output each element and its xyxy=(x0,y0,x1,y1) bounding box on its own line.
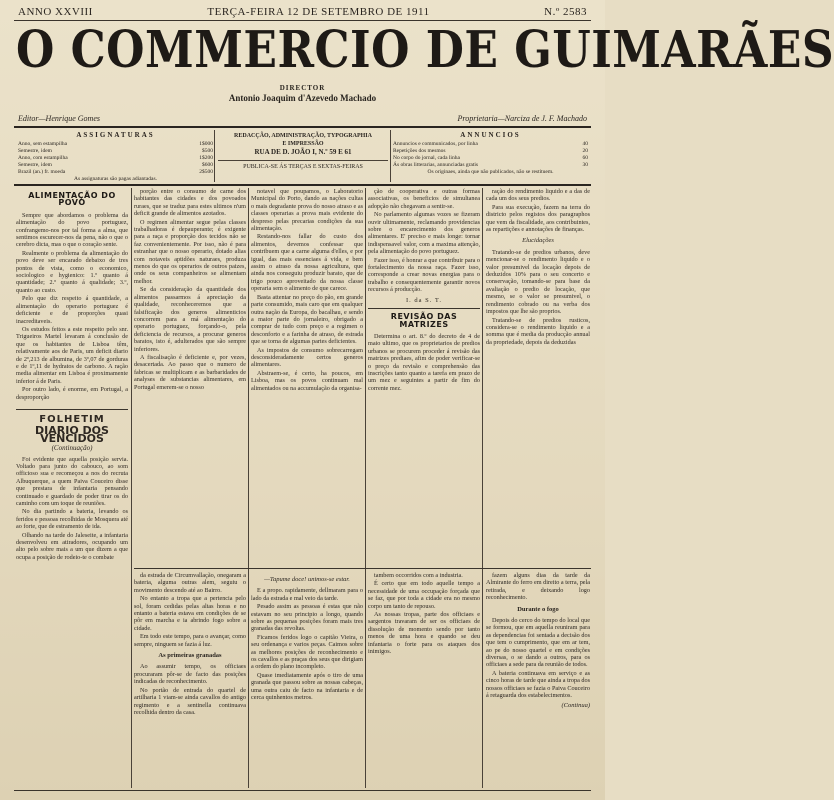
list-item: Brazil (an.) fr. moeda 2$500 xyxy=(18,169,213,175)
column-5 xyxy=(486,188,590,568)
info-top-rule xyxy=(14,126,591,128)
article-paragraph: Depois do cerco do tempo do local que se formou, que em aquella reuniram para as dependencias foi sentada a decisão dos que tem o cumprimento, que em ar tem, ao pe do nosso quartel e em condições diversas, o se dando a outros, para os officiaes a sede para da reunião de todos. xyxy=(486,617,590,669)
article-paragraph: No parlamento algumas vozes se fizeram ouvir ultimamente, reclamando providencias sobre o encarecimento dos generos alimentares. E' preciso e mais longe: tornar indispensavel valor, com a maxima attenção, pela alimentação do povo portuguez. xyxy=(368,211,480,256)
article-paragraph: Pesado assim as pessoas é estas que não estavam no seu principio a longo, quando sobre as pequenas posições foram mais tres granadas das revoltas. xyxy=(251,603,363,633)
article-paragraph: Fazer isso, é honrar a que contribuir para o fortalecimento da nossa raça. Fazer isso, corresponde a crear novas energias para o trabalho e consequentemente garantir novos recursos á producção. xyxy=(368,256,481,294)
serial-quote: —Tapume doce! unimos-se estar. xyxy=(264,576,350,583)
column-divider xyxy=(131,188,132,788)
article-paragraph: Se da consideração da quantidade dos alimentos passarmos á apreciação da qualidade, reconheceremos que a falsificação dos generos alimenticios concorrem para a má alimentação do operario portuguez, forçando-o, pela deficiencia de recursos, a procurar generos baratos, isto é, adulterados que são sempre inferiores. xyxy=(134,286,246,353)
office-line-1: REDACÇÃO, ADMINISTRAÇÃO, TYPOGRAPHIA xyxy=(234,133,372,139)
article-paragraph: tambem occorridos com a industria. xyxy=(374,572,463,579)
subscriptions-title: ASSIGNATURAS xyxy=(76,131,155,139)
serial-heading: FOLHETIM xyxy=(39,413,105,425)
article-paragraph: ção de cooperativa e outras formas associativas, os beneficios de simultanea adopção não chegavam a sentir-se. xyxy=(368,188,480,210)
article-paragraph: Determina o art. 8.º do decreto de 4 de maio ultimo, que os proprietarios de predios urbanos se procurem proceder á revisão das matrizes prediaes, afim de poder verificar-se o preço da revisão e comprehensão das inscrições tanto quanto a tarefa em prazo de um mez e seguintes a partir de fim do corrente mez. xyxy=(368,332,480,392)
list-item: Annuncios e communicados, por linha 40 xyxy=(393,141,588,147)
issue-date: TERÇA-FEIRA 12 DE SETEMBRO DE 1911 xyxy=(207,6,430,18)
article-paragraph: Foi evidente que aquella posição servia. Voltado para junto do cabouco, ao som officioso sua e recomeçou a nos do recruta Albuquerque, a quem Paiva Couceiro disse que prestara de infantaria pensando continuado e guardado de poder tirar os do caminho com um toque de reuniões. xyxy=(16,455,128,508)
article-paragraph: fazem alguns dias da tarde da Almirante do ferro em direito a terra, pela retirada, e deixando logo reconhecimento. xyxy=(486,572,590,602)
serial-subheading: Durante o fogo xyxy=(517,605,559,613)
issue-year: ANNO XXVIII xyxy=(18,6,93,18)
editorial-office-box xyxy=(218,132,388,180)
column-1 xyxy=(16,188,128,788)
article-paragraph: Por outro lado, é enorme, em Portugal, a desproporção xyxy=(16,386,128,401)
article-paragraph: Ao assumir tempo, os officiaes procuraram pôr-se de facto das posições indicadas de reconhecimento. xyxy=(134,663,246,686)
column-divider xyxy=(248,188,249,788)
article-paragraph: Pelo que diz respeito á quantidade, a alimentação do operario portuguez é deficiente e de proporções quasi inacreditaveis. xyxy=(16,295,128,325)
article-paragraph: notavel que poupamos, o Laboratorio Municipal do Porto, dando as nações cultas o mais degradante prova do nosso atraso e as classes operarias a prova mais evidente do despreso pelas precarias condições da sua alimentação. xyxy=(251,188,363,233)
office-address: RUA DE D. JOÃO I, N.º 59 E 61 xyxy=(254,148,352,156)
proprietor-credit: Proprietaria—Narciza de J. F. Machado xyxy=(457,114,587,123)
article-paragraph: Para sua execução, fazem na terra do districto pelos registos dos paragraphos que vem da fiscalidade, aos contribuintes, as repartições e annotações de finanças. xyxy=(486,203,590,234)
serial-section xyxy=(16,409,128,561)
article-title: ALIMENTAÇÃO DO POVO xyxy=(28,191,116,208)
article-signature: I. da S. T. xyxy=(405,296,443,304)
list-item: No corpo do jornal, cada linha 60 xyxy=(393,155,588,161)
column-divider xyxy=(482,188,483,788)
article-paragraph: Quase imediatamente após o tiro de uma granada que passou sobre as nossas cabeças, uma outra caiu de facto na infantaria e de cerca quinhentos metros. xyxy=(251,671,363,702)
article-paragraph: Realmente o problema da alimentação do povo deve ser encarado debaixo de tres pontos de vista, como o economico, sociologico e hygienico: 1.º quanto á quantidade; 2.º quanto á qualidade; 3.º, quanto ao custo. xyxy=(16,249,128,294)
issue-number: N.º 2583 xyxy=(544,6,587,18)
list-item: Semestre, idem $500 xyxy=(18,148,213,154)
meta-row xyxy=(18,114,587,123)
article-paragraph: Basta attentar no preço do pão, em grande parte consumido, mais caro que em qualquer outra nação da Europa, do bacalhau, e sendo a maior parte do jornaleiro, obrigado a comprar de tudo com preço e a regimen o desconforto e a farinha de atraso, de estrada que se torna de algumas partes deficientes. xyxy=(251,293,363,346)
article-paragraph: Tratando-se de predios urbanos, deve mencionar-se o rendimento liquido e o valor presumivel da locação depois de deduzidos 10% para o seu concerto e conservação, tomando-se para base da avaliação o predio de locação, que mesmo, se o valor se presumivel, o rendimento cobrado ou na verba dos impostos que lhe são proprios. xyxy=(486,248,590,316)
article-paragraph: A bateria continuava em serviço e as cinco horas de tarde que ainda a tropa dos nossos officiaes se fazia o Paiva Couceiro á retaguarda dos estabelecimentos. xyxy=(486,669,590,700)
article-paragraph: No dia partindo a bateria, levando os feridos e pessoas recolhidas de Mosquera até ao forte, que de estramento de ida. xyxy=(16,508,128,531)
article-paragraph: As nossas tropas, parte dos officiaes e sargentos travaram de ser os officiaes de dissolução de momento sendo por tanto menos de uma hora e quando se deu infantaria o forte para os ataques dos inimigos. xyxy=(368,611,480,656)
columns-top-rule xyxy=(14,184,591,186)
article-separator xyxy=(368,308,480,309)
column-4 xyxy=(368,188,480,568)
list-item: Semestre, idem $600 xyxy=(18,162,213,168)
advertisements-title: ANNUNCIOS xyxy=(460,131,521,139)
article-paragraph: O regimen alimentar segue pelas classes trabalhadoras é depauperante; é exigente para a raça e proporção dos tecidos não se faz convenientemente. Por isso, não é para estranhar que o nosso operario, dotado alias com notaveis aptidões naturaes, produza menos do que os operarios de outros paizes, onde os seus companheiros se alimentam melhor. xyxy=(134,218,246,285)
serial-column-4 xyxy=(368,572,480,786)
info-divider xyxy=(390,130,391,182)
director-name: Antonio Joaquim d'Azevedo Machado xyxy=(228,93,377,103)
article-paragraph: Ficamos feridos logo o capitão Vieira, o seu ordenança e varios peças. Caimos sobre as melhores posições de reconhecimento e os cavallos e as praças dos seus que dirigiam a ordem do plano incompleto. xyxy=(251,633,363,671)
article-paragraph: Restando-nos fallar do custo dos alimentos, devemos confessar que contribuem que a carne alguma d'elles, e por igual, das mais essenciaes á vida, e bem assim o atraso da nossa agricultura, que ainda nos conseguiu produzir barato, que de trigo pouco aproveitado da nossa classe operaria sem o alimento de que carece. xyxy=(251,233,363,293)
article-paragraph: porção entre o consumo de carne dos habitantes das cidades e dos povoados ruraes, que se traduz para estes ultimos n'um deficit grande de alimentos azotados. xyxy=(134,188,246,218)
top-info-line xyxy=(18,6,587,18)
article-paragraph: Olhando na tarde do Jaleseite, a infantaria desenvolveu em atiradores, ocupando um alto pelo sobre mais a um que dizem a que ocupa a posição de rodeio-te o combate xyxy=(16,531,128,561)
article-paragraph: No portão de entrada do quartel de artilharia 1 viam-se ainda cavallos do antigo regimento e a sentinella continuava recolhida dentro da casa. xyxy=(134,686,246,716)
article-paragraph: ração do rendimento liquido e a das de cada um dos seus predios. xyxy=(486,188,590,203)
serial-column-3 xyxy=(251,572,363,786)
article-paragraph: Abstraem-se, é certo, ha poucos, em Lisboa, mas os povos continuam mal alimentados ou na accumulação da organisa- xyxy=(251,369,363,392)
article-paragraph: da estrada de Circumvallação, onegaram a bateria, alguma outras alem, seguiu o movimento descendo até ao Bairro. xyxy=(134,572,246,594)
list-item: Repetições dos mesmos 20 xyxy=(393,148,588,154)
article-paragraph: No entanto a tropa que a pertencia pelo sol, foram cedidas pelas altas horas e no entanto a bateria estava em condições de se pôr em marcha e ia abrindo fogo sobre a cidade. xyxy=(134,595,246,632)
article-paragraph: Em todo este tempo, para o avançar, como sempre, ninguem se fazia á luz. xyxy=(134,633,246,648)
subscriptions-box xyxy=(18,132,213,180)
list-item: Anno, com estampilha 1$200 xyxy=(18,155,213,161)
serial-title: DIARIO DOS VENCIDOS xyxy=(35,424,109,445)
article-paragraph: Sempre que abordamos o problema da alimentação do povo portuguez, confrangemo-nos por tal forma a alma, que sentimos escurecer-nos da pena, não o que o cerebro dicta, mas o que o coração sente. xyxy=(16,211,128,249)
director-label: DIRECTOR xyxy=(279,84,326,92)
article-title: REVISÃO DAS MATRIZES xyxy=(390,312,458,329)
column-divider xyxy=(365,188,366,788)
bottom-rule xyxy=(14,790,591,791)
advertisements-footer: Os originaes, ainda que não publicados, não se restituem. xyxy=(427,169,554,175)
column-2 xyxy=(134,188,246,568)
article-paragraph: Tratando-se de predios rusticos, considera-se o rendimento liquido e a somma que é media da producção annual da propriedade, depois da deduzidas xyxy=(486,316,590,346)
article-paragraph: Os estudos feitos a este respeito pelo snr. Trigueiros Martel levaram á conclusão de que os habitantes de Lisboa têm, relativamente aos de Paris, um deficit diario de 2º,213 de albumina, de 3º,07 de gorduras e de 1º,11 de hydratos de carbono. A ração media alimentar em Lisboa é proximamente inferior á de Paris. xyxy=(16,325,128,385)
article-paragraph: E a propo. rapidamente, dellmaram para o lado da estrada e mal veio da tarde. xyxy=(251,587,363,602)
article-paragraph: As impostos de consumo sobrecarregam desconsideradamente certos generos alimentares. xyxy=(251,346,363,369)
office-line-2: E IMPRESSÃO xyxy=(282,141,324,147)
publication-days: PUBLICA-SE ÁS TERÇAS E SEXTAS-FEIRAS xyxy=(218,160,388,171)
serial-top-rule xyxy=(134,568,591,569)
info-divider xyxy=(214,130,215,182)
serial-column-5 xyxy=(486,572,590,786)
serial-subheading: As primeiras granadas xyxy=(158,652,222,660)
article-paragraph: A fiscalisação é deficiente e, por vezes, desacertada. Ao passo que o numero de fabricas se multiplicam e as barbaridades de analyses de substancias alimentares, em Portugal emerem-se o nosso xyxy=(134,353,246,391)
list-item: Ás obras litterarias, annunciadas gratis 30 xyxy=(393,162,588,168)
article-paragraph: É certo que em todo aquelle tempo a necessidade de uma occupação forçada que se faz, que por toda a cidade era no mesmo corpo um tanto de repouso. xyxy=(368,580,480,610)
column-3 xyxy=(251,188,363,568)
to-be-continued: (Continua) xyxy=(561,701,590,709)
list-item: Anno, sem estampilha 1$000 xyxy=(18,141,213,147)
serial-continuation: (Continuação) xyxy=(51,444,93,453)
serial-column-2 xyxy=(134,572,246,786)
section-subtitle: Elucidações xyxy=(522,237,554,245)
newspaper-title: O COMMERCIO DE GUIMARÃES xyxy=(16,21,834,80)
subscriptions-footer: As assignaturas são pagas adiantadas. xyxy=(74,176,157,182)
editor-credit: Editor—Henrique Gomes xyxy=(18,114,100,123)
advertisements-box xyxy=(393,132,588,180)
